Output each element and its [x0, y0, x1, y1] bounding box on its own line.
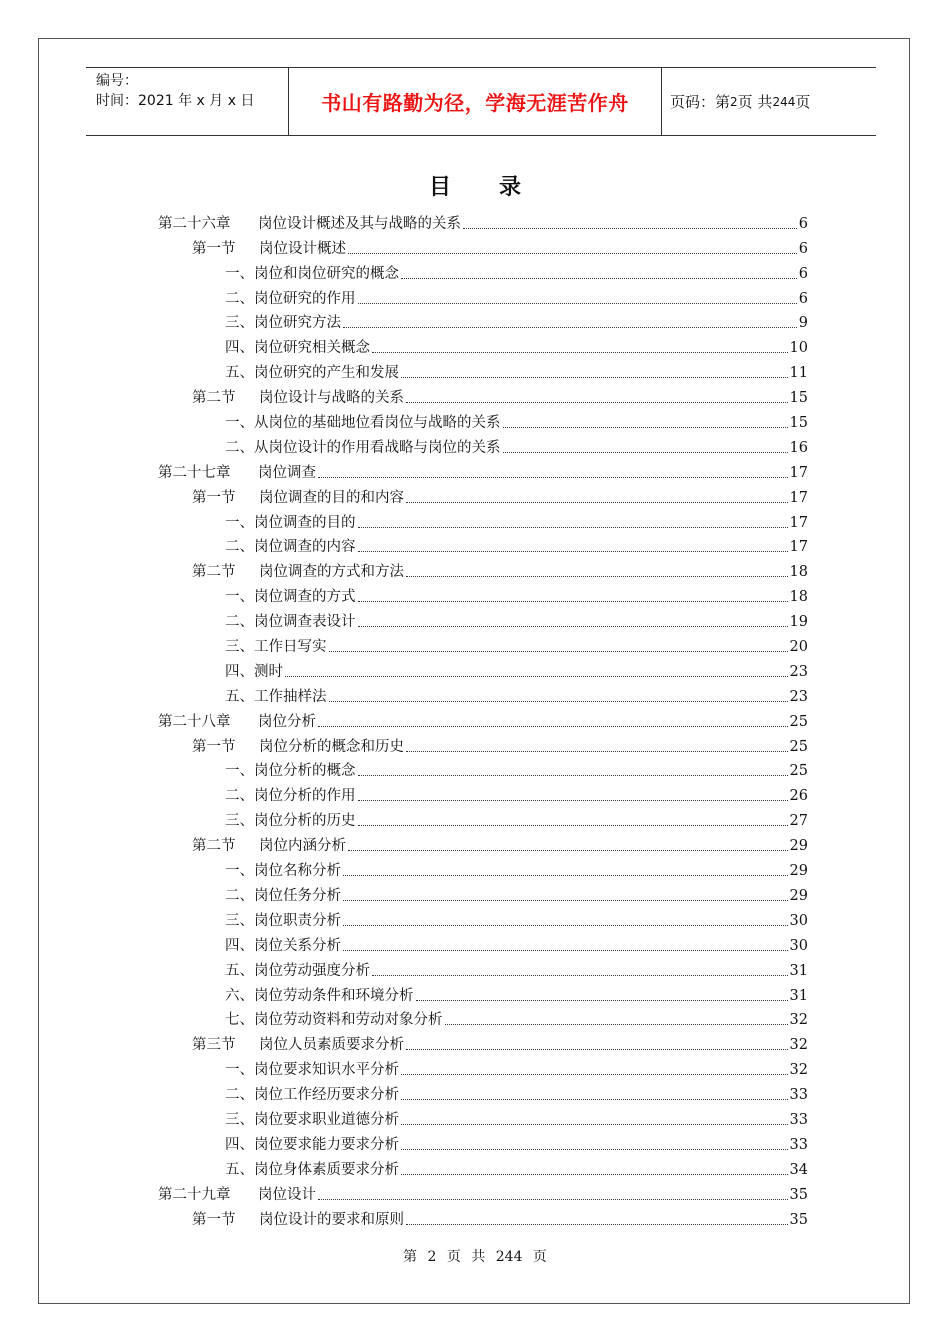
toc-entry-label: 岗位名称分析 [254, 863, 341, 880]
toc-leader-dots [401, 1173, 788, 1175]
toc-entry-page: 34 [789, 1161, 808, 1178]
toc-leader-dots [416, 999, 788, 1001]
toc-leader-dots [358, 799, 788, 801]
toc-entry-page: 32 [789, 1037, 808, 1054]
toc-entry-prefix: 第二十八章 [158, 713, 231, 730]
header-meta [86, 68, 288, 135]
toc-entry-prefix: 二、 [225, 887, 254, 904]
toc-entry-page: 6 [798, 240, 808, 257]
toc-entry-label: 从岗位设计的作用看战略与岗位的关系 [254, 439, 501, 456]
toc-leader-dots [401, 376, 788, 378]
toc-entry-label: 岗位分析的概念 [254, 763, 356, 780]
toc-leader-dots [358, 824, 788, 826]
toc-entry-prefix: 六、 [225, 987, 254, 1004]
toc-entry-label: 岗位调查的方式和方法 [259, 564, 404, 581]
toc-entry-prefix: 二、 [225, 439, 254, 456]
toc-entry-label: 岗位调查的目的和内容 [259, 489, 404, 506]
toc-entry-prefix: 一、 [225, 863, 254, 880]
toc-entry-label: 岗位劳动条件和环境分析 [254, 987, 414, 1004]
toc-entry-label: 岗位调查的方式 [254, 589, 356, 606]
header-time-label: 时间：2021 年 x 月 x 日 [96, 93, 255, 109]
toc-entry-prefix: 第二节 [192, 390, 236, 407]
toc-entry[interactable] [158, 308, 808, 333]
toc-entry-prefix: 四、 [225, 1136, 254, 1153]
toc-entry-page: 29 [789, 838, 808, 855]
toc-entry[interactable] [158, 1029, 808, 1054]
toc-entry-page: 17 [789, 464, 808, 481]
toc-entry-page: 26 [789, 788, 808, 805]
toc-entry[interactable] [158, 706, 808, 731]
toc-entry[interactable] [158, 382, 808, 407]
toc-leader-dots [285, 675, 788, 677]
toc-entry-page: 16 [789, 439, 808, 456]
toc-entry[interactable] [158, 1005, 808, 1030]
toc-entry-page: 31 [789, 962, 808, 979]
toc-leader-dots [401, 1073, 788, 1075]
toc-entry[interactable] [158, 482, 808, 507]
toc-entry[interactable] [158, 631, 808, 656]
toc-entry[interactable] [158, 681, 808, 706]
toc-entry-prefix: 三、 [225, 1111, 254, 1128]
toc-entry[interactable] [158, 805, 808, 830]
toc-entry-page: 23 [789, 688, 808, 705]
toc-entry[interactable] [158, 1129, 808, 1154]
toc-entry-prefix: 一、 [225, 763, 254, 780]
toc-entry-prefix: 一、 [225, 265, 254, 282]
toc-entry-page: 33 [789, 1136, 808, 1153]
toc-leader-dots [318, 1198, 788, 1200]
toc-entry[interactable] [158, 855, 808, 880]
toc-leader-dots [348, 849, 788, 851]
toc-entry-page: 15 [789, 415, 808, 432]
toc-entry-page: 35 [789, 1211, 808, 1228]
toc-entry-label: 岗位调查的目的 [254, 514, 356, 531]
toc-leader-dots [358, 550, 788, 552]
toc-entry-page: 20 [789, 639, 808, 656]
toc-entry[interactable] [158, 1104, 808, 1129]
table-of-contents [158, 208, 808, 1229]
toc-entry-page: 19 [789, 614, 808, 631]
toc-leader-dots [401, 1148, 788, 1150]
toc-leader-dots [463, 227, 797, 229]
toc-entry-prefix: 四、 [225, 663, 254, 680]
toc-entry-prefix: 二、 [225, 614, 254, 631]
toc-entry[interactable] [158, 1204, 808, 1229]
toc-entry[interactable] [158, 532, 808, 557]
toc-entry-label: 岗位设计 [258, 1186, 316, 1203]
toc-leader-dots [358, 302, 797, 304]
toc-leader-dots [358, 600, 788, 602]
toc-entry-prefix: 三、 [225, 912, 254, 929]
toc-entry-prefix: 第一节 [192, 489, 236, 506]
toc-leader-dots [343, 326, 797, 328]
toc-entry-label: 岗位研究方法 [254, 315, 341, 332]
toc-leader-dots [406, 1223, 788, 1225]
header-motto: 书山有路勤为径，学海无涯苦作舟 [288, 68, 662, 135]
toc-entry[interactable] [158, 830, 808, 855]
toc-leader-dots [343, 874, 788, 876]
toc-entry[interactable] [158, 955, 808, 980]
toc-leader-dots [372, 974, 788, 976]
toc-entry[interactable] [158, 980, 808, 1005]
toc-entry-page: 17 [789, 489, 808, 506]
toc-entry-prefix: 一、 [225, 514, 254, 531]
toc-entry-label: 岗位研究的产生和发展 [254, 365, 399, 382]
header-number-label: 编号： [96, 73, 138, 89]
toc-entry-prefix: 五、 [225, 962, 254, 979]
toc-leader-dots [343, 924, 788, 926]
toc-entry-label: 岗位设计概述及其与战略的关系 [258, 215, 461, 232]
toc-leader-dots [318, 476, 788, 478]
toc-entry[interactable] [158, 780, 808, 805]
header-page-total: 244 [772, 94, 796, 109]
toc-entry[interactable] [158, 407, 808, 432]
toc-entry-page: 10 [789, 340, 808, 357]
toc-entry-label: 岗位任务分析 [254, 887, 341, 904]
toc-entry-prefix: 一、 [225, 589, 254, 606]
toc-entry-label: 岗位劳动资料和劳动对象分析 [254, 1012, 443, 1029]
toc-entry-label: 岗位研究相关概念 [254, 340, 370, 357]
toc-entry-prefix: 第三节 [192, 1037, 236, 1054]
toc-entry-label: 岗位设计与战略的关系 [259, 390, 404, 407]
toc-entry-label: 岗位研究的作用 [254, 290, 356, 307]
toc-entry-prefix: 七、 [225, 1012, 254, 1029]
toc-entry-label: 岗位分析的概念和历史 [259, 738, 404, 755]
toc-leader-dots [406, 575, 788, 577]
toc-entry[interactable] [158, 457, 808, 482]
toc-entry[interactable] [158, 507, 808, 532]
toc-entry-label: 岗位职责分析 [254, 912, 341, 929]
toc-leader-dots [401, 1098, 788, 1100]
toc-entry[interactable] [158, 357, 808, 382]
toc-leader-dots [406, 401, 788, 403]
toc-leader-dots [503, 451, 788, 453]
toc-entry-page: 30 [789, 937, 808, 954]
toc-entry-prefix: 二、 [225, 290, 254, 307]
toc-entry-page: 11 [789, 365, 808, 382]
toc-entry-label: 岗位人员素质要求分析 [259, 1037, 404, 1054]
toc-entry-page: 18 [789, 589, 808, 606]
toc-entry-page: 33 [789, 1111, 808, 1128]
toc-entry-page: 27 [789, 813, 808, 830]
toc-leader-dots [401, 277, 797, 279]
toc-entry-label: 岗位工作经历要求分析 [254, 1087, 399, 1104]
page-footer: 第 2 页 共 244 页 [403, 1249, 547, 1265]
toc-entry-page: 31 [789, 987, 808, 1004]
toc-leader-dots [318, 725, 788, 727]
toc-entry-label: 岗位身体素质要求分析 [254, 1161, 399, 1178]
header-page-current: 2 [730, 94, 738, 109]
toc-leader-dots [343, 899, 788, 901]
toc-entry-prefix: 第二十六章 [158, 215, 231, 232]
header-page-prefix: 页码：第 [670, 93, 731, 111]
toc-entry-label: 岗位分析 [258, 713, 316, 730]
toc-entry-prefix: 五、 [225, 1161, 254, 1178]
toc-entry-label: 岗位要求知识水平分析 [254, 1062, 399, 1079]
toc-entry-prefix: 三、 [225, 639, 254, 656]
toc-entry-label: 工作抽样法 [254, 688, 327, 705]
toc-entry[interactable] [158, 1154, 808, 1179]
toc-entry[interactable] [158, 233, 808, 258]
toc-entry-page: 25 [789, 763, 808, 780]
toc-entry[interactable] [158, 905, 808, 930]
toc-entry-prefix: 一、 [225, 1062, 254, 1079]
toc-leader-dots [401, 1123, 788, 1125]
toc-leader-dots [343, 949, 788, 951]
toc-entry-prefix: 三、 [225, 315, 254, 332]
toc-entry-label: 岗位关系分析 [254, 937, 341, 954]
toc-entry-prefix: 第二节 [192, 838, 236, 855]
toc-entry-label: 测时 [254, 663, 283, 680]
toc-entry-label: 岗位劳动强度分析 [254, 962, 370, 979]
toc-entry[interactable] [158, 258, 808, 283]
toc-entry-prefix: 第一节 [192, 1211, 236, 1228]
toc-entry-label: 岗位设计的要求和原则 [259, 1211, 404, 1228]
toc-leader-dots [329, 700, 788, 702]
toc-entry-prefix: 二、 [225, 539, 254, 556]
toc-entry[interactable] [158, 1054, 808, 1079]
toc-entry-page: 35 [789, 1186, 808, 1203]
toc-entry-page: 18 [789, 564, 808, 581]
toc-entry-prefix: 二、 [225, 1087, 254, 1104]
toc-entry-page: 33 [789, 1087, 808, 1104]
toc-entry[interactable] [158, 756, 808, 781]
toc-entry[interactable] [158, 1079, 808, 1104]
toc-leader-dots [348, 252, 797, 254]
toc-entry[interactable] [158, 731, 808, 756]
toc-entry-label: 岗位调查的内容 [254, 539, 356, 556]
toc-leader-dots [406, 750, 788, 752]
toc-entry-page: 29 [789, 887, 808, 904]
toc-entry[interactable] [158, 930, 808, 955]
toc-entry-page: 15 [789, 390, 808, 407]
toc-entry-page: 30 [789, 912, 808, 929]
toc-entry-page: 23 [789, 663, 808, 680]
toc-entry-prefix: 三、 [225, 813, 254, 830]
toc-entry[interactable] [158, 332, 808, 357]
toc-entry[interactable] [158, 1179, 808, 1204]
toc-leader-dots [329, 650, 788, 652]
toc-entry-prefix: 二、 [225, 788, 254, 805]
toc-leader-dots [445, 1023, 788, 1025]
toc-entry-prefix: 四、 [225, 340, 254, 357]
toc-leader-dots [358, 774, 788, 776]
toc-entry-label: 岗位内涵分析 [259, 838, 346, 855]
toc-entry-label: 岗位和岗位研究的概念 [254, 265, 399, 282]
toc-entry[interactable] [158, 208, 808, 233]
toc-entry[interactable] [158, 556, 808, 581]
toc-entry-page: 17 [789, 539, 808, 556]
toc-entry[interactable] [158, 581, 808, 606]
toc-entry-label: 岗位设计概述 [259, 240, 346, 257]
header-page-suffix: 页 [795, 93, 811, 111]
toc-entry[interactable] [158, 606, 808, 631]
toc-entry-label: 岗位要求能力要求分析 [254, 1136, 399, 1153]
toc-entry-prefix: 四、 [225, 937, 254, 954]
toc-entry-prefix: 第二节 [192, 564, 236, 581]
toc-entry-label: 岗位调查表设计 [254, 614, 356, 631]
toc-entry-label: 岗位要求职业道德分析 [254, 1111, 399, 1128]
toc-title: 目录 [428, 174, 569, 200]
toc-entry-page: 25 [789, 738, 808, 755]
toc-entry-page: 6 [798, 290, 808, 307]
toc-leader-dots [406, 1048, 788, 1050]
toc-entry-page: 32 [789, 1012, 808, 1029]
toc-entry-page: 6 [798, 215, 808, 232]
toc-entry-label: 岗位调查 [258, 464, 316, 481]
header-page-mid: 页 共 [737, 93, 773, 111]
toc-leader-dots [503, 426, 788, 428]
toc-entry-prefix: 五、 [225, 688, 254, 705]
toc-entry-page: 25 [789, 713, 808, 730]
toc-entry-prefix: 第二十九章 [158, 1186, 231, 1203]
toc-entry-page: 9 [798, 315, 808, 332]
toc-entry-page: 29 [789, 863, 808, 880]
toc-entry-prefix: 第一节 [192, 738, 236, 755]
toc-leader-dots [358, 526, 788, 528]
toc-entry-prefix: 一、 [225, 415, 254, 432]
toc-leader-dots [406, 501, 788, 503]
toc-entry-label: 工作日写实 [254, 639, 327, 656]
toc-entry-prefix: 第一节 [192, 240, 236, 257]
toc-entry-prefix: 第二十七章 [158, 464, 231, 481]
toc-entry-label: 岗位分析的作用 [254, 788, 356, 805]
document-header [86, 67, 876, 136]
toc-entry-page: 6 [798, 265, 808, 282]
header-page-info [662, 68, 876, 135]
toc-entry-page: 32 [789, 1062, 808, 1079]
toc-entry[interactable] [158, 656, 808, 681]
toc-leader-dots [372, 351, 788, 353]
toc-entry-prefix: 五、 [225, 365, 254, 382]
toc-entry-label: 岗位分析的历史 [254, 813, 356, 830]
toc-leader-dots [358, 625, 788, 627]
toc-entry[interactable] [158, 283, 808, 308]
toc-entry[interactable] [158, 432, 808, 457]
toc-entry-page: 17 [789, 514, 808, 531]
toc-entry[interactable] [158, 880, 808, 905]
toc-entry-label: 从岗位的基础地位看岗位与战略的关系 [254, 415, 501, 432]
